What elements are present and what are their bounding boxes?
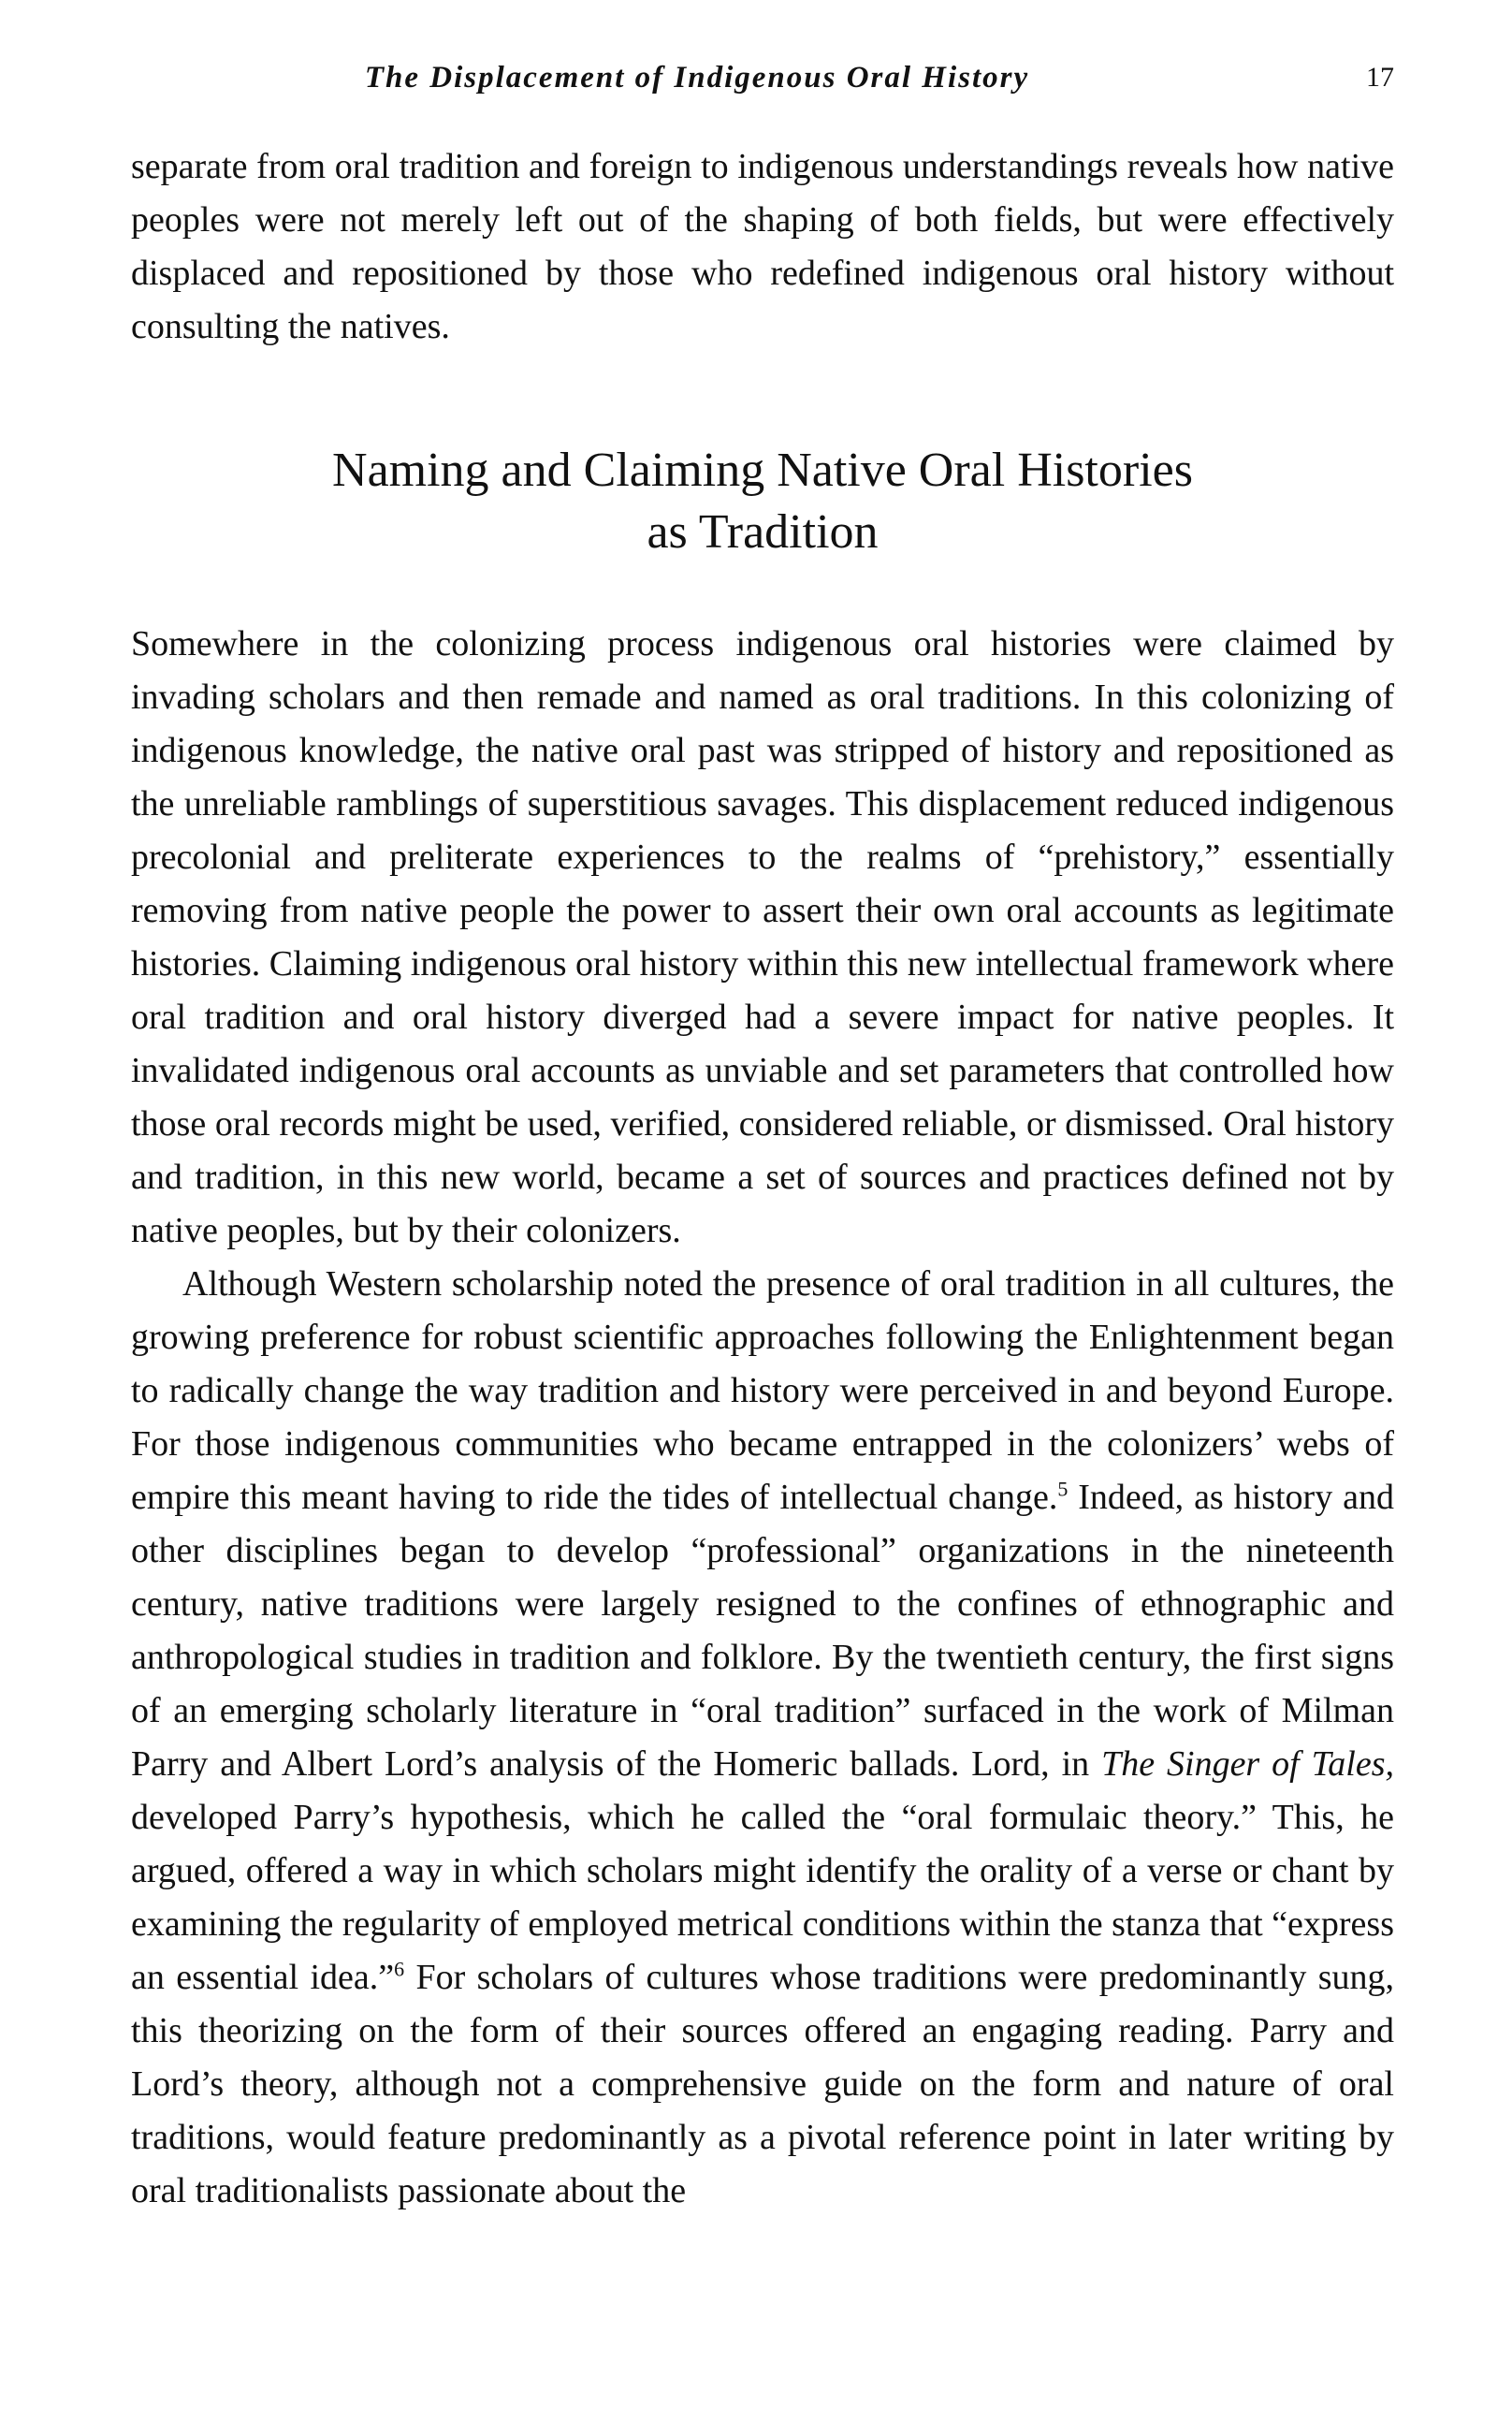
page-number: 17 xyxy=(1366,62,1394,93)
section-heading-line-2: as Tradition xyxy=(647,505,879,559)
paragraph-2-text-d: For scholars of cultures whose traditions were predominantly sung, this theorizing on the form of their sources offered an engaging reading. Parry and Lord’s theory, although not a comprehensive guide on the form and nature of oral traditions, would feature predominantly as a pivotal reference point in later writing by oral traditionalists passionate about the xyxy=(131,1958,1395,2210)
opening-paragraph: separate from oral tradition and foreign to indigenous understandings reveals how native peoples were not merely left out of the shaping of both fields, but were effectively displaced and repositioned by those who redefined indigenous oral history without consulting the natives. xyxy=(131,147,1394,346)
body-paragraph-2 xyxy=(131,1258,1394,2218)
section-heading xyxy=(131,440,1394,563)
section-heading-line-1: Naming and Claiming Native Oral Histories xyxy=(332,444,1193,497)
opening-text xyxy=(131,140,1394,354)
running-head-title: The Displacement of Indigenous Oral History xyxy=(364,61,1030,95)
body-paragraph-1: Somewhere in the colonizing process indigenous oral histories were claimed by invading scholars and then remade and named as oral traditions. In this colonizing of indigenous knowledge, the native oral past was stripped of history and repositioned as the unreliable ramblings of superstitious savages. This displacement reduced indigenous precolonial and preliterate experiences to the realms of “prehistory,” essentially removing from native people the power to assert their own oral accounts as legitimate histories. Claiming indigenous oral history within this new intellectual framework where oral tradition and oral history diverged had a severe impact for native peoples. It invalidated indigenous oral accounts as unviable and set parameters that controlled how those oral records might be used, verified, considered reliable, or dismissed. Oral history and tradition, in this new world, became a set of sources and practices defined not by native peoples, but by their colonizers. xyxy=(131,624,1394,1250)
paragraph-2-text-a: Although Western scholarship noted the presence of oral tradition in all cultures, the growing preference for robust scientific approaches following the Enlightenment began to radically change the way tradition and history were perceived in and beyond Europe. For those indigenous communities who became entrapped in the colonizers’ webs of empire this meant having to ride the tides of intellectual change. xyxy=(131,1264,1394,1517)
section-body xyxy=(131,618,1394,2218)
footnote-marker-6: 6 xyxy=(394,1957,405,1981)
running-head xyxy=(131,54,1394,101)
book-title: The Singer of Tales, xyxy=(1101,1744,1394,1784)
paragraph-2-text-b: Indeed, as history and other disciplines began to develop “professional” organizations in the nineteenth century, native traditions were largely resigned to the confines of ethnographic and anthropological studies in tradition and folklore. By the twentieth century, the first signs of an emerging scholarly literature in “oral tradition” surfaced in the work of Milman Parry and Albert Lord’s analysis of the Homeric ballads. Lord, in xyxy=(131,1478,1394,1784)
paragraph-2-text-c: developed Parry’s hypothesis, which he called the “oral formulaic theory.” This, he argued, offered a way in which scholars might identify the orality of a verse or chant by examining the regularity of employed metrical conditions within the stanza that “express an essential idea.” xyxy=(131,1798,1394,1997)
footnote-marker-5: 5 xyxy=(1057,1477,1069,1501)
